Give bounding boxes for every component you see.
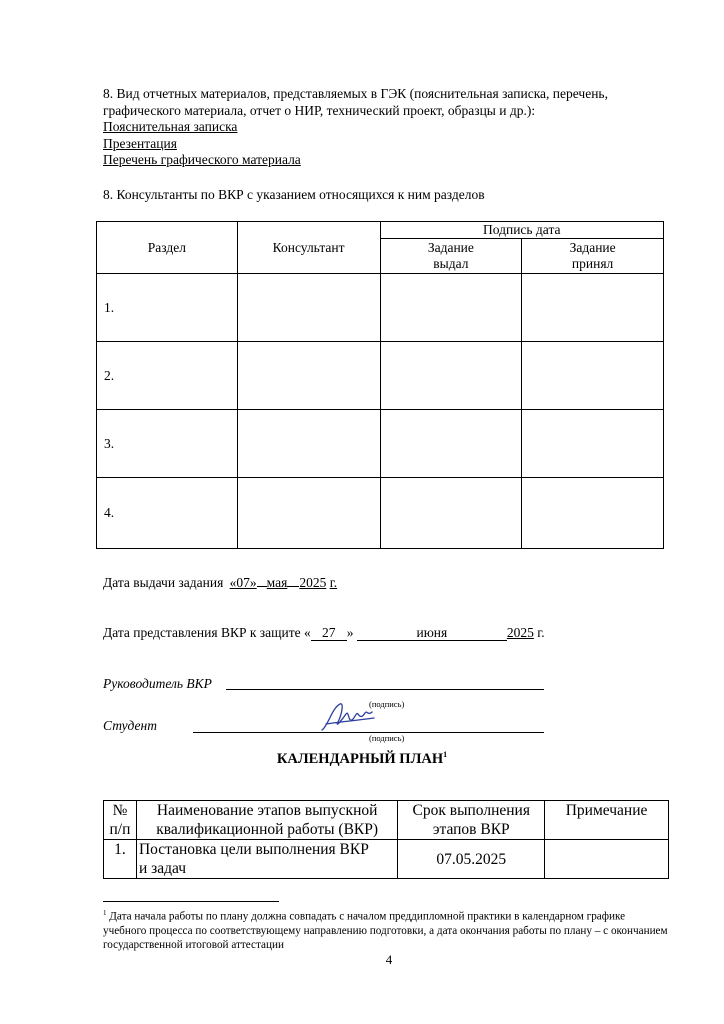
header-deadline-line1: Срок выполнения [412, 802, 530, 819]
header-stage [136, 801, 397, 840]
header-accepted-line2: принял [571, 256, 614, 271]
stage-name-line2: и задач [138, 860, 187, 877]
header-section: Раздел [97, 222, 238, 274]
defense-date-line [103, 625, 545, 642]
materials-item-3: Перечень графического материала [103, 152, 301, 167]
header-note: Примечание [545, 801, 669, 840]
calendar-title-text: КАЛЕНДАРНЫЙ ПЛАН [276, 750, 444, 767]
issued-cell [380, 342, 522, 410]
accepted-cell [522, 410, 664, 478]
issued-cell [380, 410, 522, 478]
header-accepted-line1: Задание [569, 240, 616, 255]
header-deadline-line2: этапов ВКР [432, 821, 510, 838]
materials-line-1: 8. Вид отчетных материалов, представляемых в ГЭК (пояснительная записка, перечень, [103, 86, 608, 101]
row-number: 3. [97, 410, 238, 478]
student-signature-caption: (подпись) [369, 733, 405, 743]
defense-date-day: 27 [311, 626, 347, 641]
accepted-cell [522, 342, 664, 410]
supervisor-label: Руководитель ВКР [103, 676, 212, 691]
accepted-cell [522, 274, 664, 342]
table-row [97, 274, 664, 342]
calendar-table [103, 800, 669, 879]
header-stage-line2: квалификационной работы (ВКР) [156, 821, 379, 838]
header-issued-line2: выдал [433, 256, 469, 271]
stage-name-line1: Постановка цели выполнения ВКР [138, 841, 369, 858]
materials-item-1: Пояснительная записка [103, 119, 238, 134]
footnote-mark: 1 [103, 909, 107, 917]
page-number: 4 [385, 952, 393, 967]
header-issued-line1: Задание [427, 240, 474, 255]
issue-date-day: «07» [229, 575, 257, 590]
consultant-cell [237, 274, 380, 342]
row-number: 4. [97, 478, 238, 549]
header-num-line1: № [112, 802, 128, 819]
table-row [97, 410, 664, 478]
accepted-cell [522, 478, 664, 549]
issue-date-suffix: г. [329, 575, 338, 590]
header-num-line2: п/п [109, 821, 131, 838]
stage-num: 1. [104, 840, 137, 879]
issue-date-month: мая [266, 575, 288, 590]
header-accepted [522, 239, 664, 274]
header-signature-date: Подпись дата [380, 222, 664, 239]
consultant-cell [237, 342, 380, 410]
stage-note [545, 840, 669, 879]
header-issued [380, 239, 522, 274]
calendar-plan-title [0, 750, 724, 768]
defense-date-label: Дата представления ВКР к защите « [103, 625, 311, 640]
issued-cell [380, 478, 522, 549]
handwritten-signature [318, 700, 378, 736]
table-row [104, 840, 669, 879]
defense-date-close-quote: » [346, 625, 354, 640]
student-label: Студент [103, 718, 157, 733]
supervisor-signature-caption: (подпись) [369, 699, 405, 709]
defense-date-suffix: г. [537, 625, 545, 640]
defense-date-year: 2025 [506, 625, 534, 640]
issue-date-year: 2025 [299, 575, 327, 590]
stage-deadline: 07.05.2025 [398, 840, 545, 879]
consultants-table [96, 221, 664, 549]
table-row [97, 342, 664, 410]
stage-name [136, 840, 397, 879]
row-number: 1. [97, 274, 238, 342]
consultant-cell [237, 478, 380, 549]
materials-line-2: графического материала, отчет о НИР, технический проект, образцы и др.): [103, 102, 536, 118]
materials-section [103, 86, 663, 169]
row-number: 2. [97, 342, 238, 410]
header-consultant: Консультант [237, 222, 380, 274]
header-deadline [398, 801, 545, 840]
calendar-footnote-mark: 1 [443, 750, 448, 759]
table-row [97, 478, 664, 549]
issued-cell [380, 274, 522, 342]
header-stage-line1: Наименование этапов выпускной [156, 802, 378, 819]
issue-date-label: Дата выдачи задания [103, 575, 224, 590]
consultants-title: 8. Консультанты по ВКР с указанием относящихся к ним разделов [103, 187, 485, 202]
footnote-text: Дата начала работы по плану должна совпадать с началом преддипломной практики в календарном графике учебного процесса по соответствующему направлению подготовки, а дата окончания работы по плану – с окончанием государственной итоговой аттестации [103, 910, 668, 951]
header-num [104, 801, 137, 840]
footnote [103, 906, 669, 952]
issue-date-line [103, 575, 337, 592]
supervisor-signature-line [226, 689, 544, 690]
materials-item-2: Презентация [103, 135, 177, 151]
footnote-separator [103, 901, 279, 902]
defense-date-month: июня [357, 626, 507, 641]
consultant-cell [237, 410, 380, 478]
